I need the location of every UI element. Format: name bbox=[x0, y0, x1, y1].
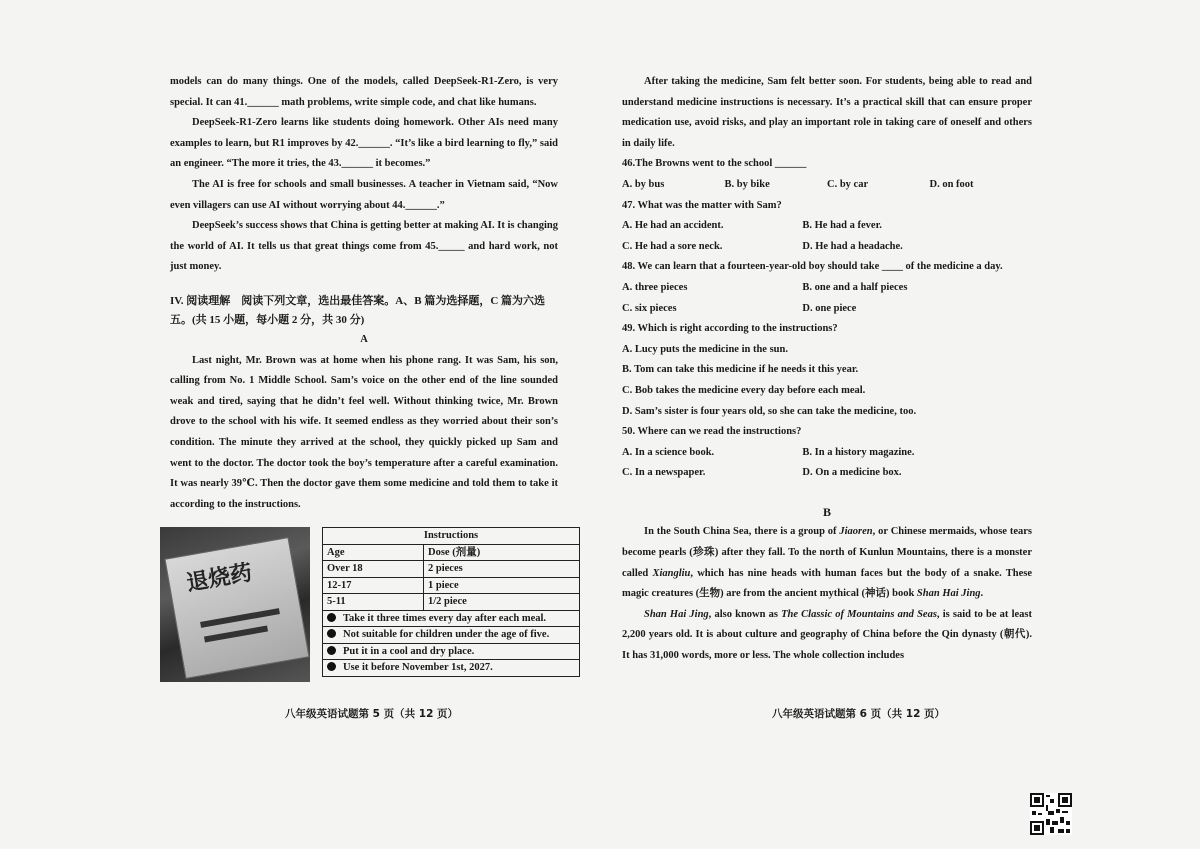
options-50 bbox=[622, 443, 1032, 464]
bullet-icon bbox=[327, 629, 336, 638]
instruction-note: Take it three times every day after each meal. bbox=[323, 610, 580, 627]
option[interactable]: A. In a science book. bbox=[622, 446, 715, 458]
bullet-icon bbox=[327, 613, 336, 622]
left-page bbox=[170, 72, 558, 515]
option[interactable]: D. one piece bbox=[802, 302, 857, 314]
blank-44[interactable]: ______ bbox=[405, 199, 437, 211]
option[interactable]: A. He had an accident. bbox=[622, 220, 724, 232]
option[interactable]: A. three pieces bbox=[622, 281, 688, 293]
question-46: 46.The Browns went to the school ______ bbox=[622, 158, 807, 170]
option[interactable]: D. On a medicine box. bbox=[802, 467, 902, 479]
option[interactable]: B. He had a fever. bbox=[802, 220, 882, 232]
passage-paragraph: The AI is free for schools and small businesses. A teacher in Vietnam said, “Now even villagers can use AI without worrying about 44.______.” bbox=[170, 178, 558, 211]
instructions-title: Instructions bbox=[323, 528, 580, 545]
options-47 bbox=[622, 216, 1032, 237]
option[interactable]: D. He had a headache. bbox=[802, 240, 903, 252]
options-46 bbox=[622, 175, 1032, 196]
option[interactable]: C. six pieces bbox=[622, 302, 677, 314]
table-row: Over 18 2 pieces bbox=[323, 561, 580, 578]
option[interactable]: C. He had a sore neck. bbox=[622, 240, 723, 252]
bullet-icon bbox=[327, 646, 336, 655]
option[interactable]: B. Tom can take this medicine if he needs it this year. bbox=[622, 364, 859, 376]
medicine-box-label: 退烧药 bbox=[184, 560, 255, 597]
passage-paragraph: DeepSeek-R1-Zero learns like students doing homework. Other AIs need many examples to learn, but R1 improves by 42.______. “It’s like a bird learning to fly,” said an engineer. “The more it tries, the 43.______ it becomes.” bbox=[170, 117, 558, 170]
table-row: 12-17 1 piece bbox=[323, 577, 580, 594]
passage-b-paragraph: Shan Hai Jing, also known as The Classic of Mountains and Seas, is said to be at least 2,200 years old. It is about culture and geography of China before the Qin dynasty (朝代). It has 31,000 words, more or less. The whole collection includes bbox=[622, 608, 1032, 662]
page-footer-left: 八年级英语试题第 5 页（共 12 页） bbox=[285, 708, 459, 720]
passage-b-label: B bbox=[822, 504, 831, 519]
passage-b-paragraph: In the South China Sea, there is a group of Jiaoren, or Chinese mermaids, whose tears become pearls (珍珠) after they fall. To the north of Kunlun Mountains, there is a monster called Xiangliu, which has nine heads with human faces but the body of a snake. These magic creatures (生物) are from the ancient mythical (神话) book Shan Hai Jing. bbox=[622, 526, 1032, 600]
intro-paragraph: After taking the medicine, Sam felt better soon. For students, being able to read and understand medicine instructions is necessary. It’s a practical skill that can ensure proper medication use, avoid risks, and play an important role in taking care of oneself and others in daily life. bbox=[622, 76, 1032, 149]
instruction-note: Put it in a cool and dry place. bbox=[323, 643, 580, 660]
option[interactable]: A. by bus bbox=[622, 178, 665, 190]
option[interactable]: C. Bob takes the medicine every day before each meal. bbox=[622, 384, 866, 396]
instructions-table bbox=[322, 527, 580, 677]
question-48: 48. We can learn that a fourteen-year-old boy should take ____ of the medicine a day. bbox=[622, 261, 1003, 273]
passage-a-text: Last night, Mr. Brown was at home when his phone rang. It was Sam, his son, calling from No. 1 Middle School. Sam’s voice on the other end of the line sounded weak and tired, saying that he didn’t feel well. Without thinking twice, Mr. Brown drove to the school with his wife. It seemed endless as they worried about their son’s condition. The minute they arrived at the school, they quickly picked up Sam and went to the doctor. The doctor took the boy’s temperature after a careful examination. It was nearly 39℃. Then the doctor gave them some medicine and told them to take it according to the instructions. bbox=[170, 354, 558, 510]
blank-41[interactable]: ______ bbox=[247, 96, 279, 108]
option[interactable]: C. by car bbox=[827, 178, 869, 190]
blank-45[interactable]: _____ bbox=[438, 240, 465, 252]
qr-code-icon bbox=[1030, 793, 1072, 835]
table-row: 5-11 1/2 piece bbox=[323, 594, 580, 611]
instruction-note: Use it before November 1st, 2027. bbox=[323, 660, 580, 677]
option[interactable]: A. Lucy puts the medicine in the sun. bbox=[622, 343, 788, 355]
passage-a-label: A bbox=[360, 333, 368, 345]
passage-paragraph: models can do many things. One of the models, called DeepSeek-R1-Zero, is very special. It can 41.______ math problems, write simple code, and chat like humans. bbox=[170, 76, 558, 108]
options-48 bbox=[622, 278, 1032, 299]
medicine-figure bbox=[160, 527, 580, 687]
question-47: 47. What was the matter with Sam? bbox=[622, 199, 782, 211]
header-age: Age bbox=[323, 544, 424, 561]
blank-42[interactable]: ______ bbox=[358, 137, 390, 149]
option[interactable]: D. on foot bbox=[929, 178, 974, 190]
options-47 bbox=[622, 237, 1032, 258]
option[interactable]: D. Sam’s sister is four years old, so she can take the medicine, too. bbox=[622, 405, 917, 417]
options-50 bbox=[622, 463, 1032, 484]
option[interactable]: B. one and a half pieces bbox=[802, 281, 908, 293]
passage-paragraph: DeepSeek’s success shows that China is getting better at making AI. It is changing the world of AI. It tells us that great things come from 45._____ and hard work, not just money. bbox=[170, 220, 558, 273]
medicine-box-photo bbox=[160, 527, 310, 682]
option[interactable]: B. In a history magazine. bbox=[802, 446, 915, 458]
question-50: 50. Where can we read the instructions? bbox=[622, 426, 802, 438]
right-page bbox=[622, 72, 1032, 667]
header-dose: Dose (剂量) bbox=[424, 544, 580, 561]
option[interactable]: C. In a newspaper. bbox=[622, 467, 706, 479]
section-title: IV. 阅读理解 阅读下列文章，选出最佳答案。A、B 篇为选择题，C 篇为六选五。(共 15 小题，每小题 2 分，共 30 分) bbox=[170, 294, 546, 326]
blank-43[interactable]: ______ bbox=[341, 158, 373, 170]
option[interactable]: B. by bike bbox=[724, 178, 770, 190]
instruction-note: Not suitable for children under the age of five. bbox=[323, 627, 580, 644]
options-48 bbox=[622, 299, 1032, 320]
question-49: 49. Which is right according to the instructions? bbox=[622, 323, 838, 335]
bullet-icon bbox=[327, 662, 336, 671]
page-footer-right: 八年级英语试题第 6 页（共 12 页） bbox=[772, 708, 946, 720]
